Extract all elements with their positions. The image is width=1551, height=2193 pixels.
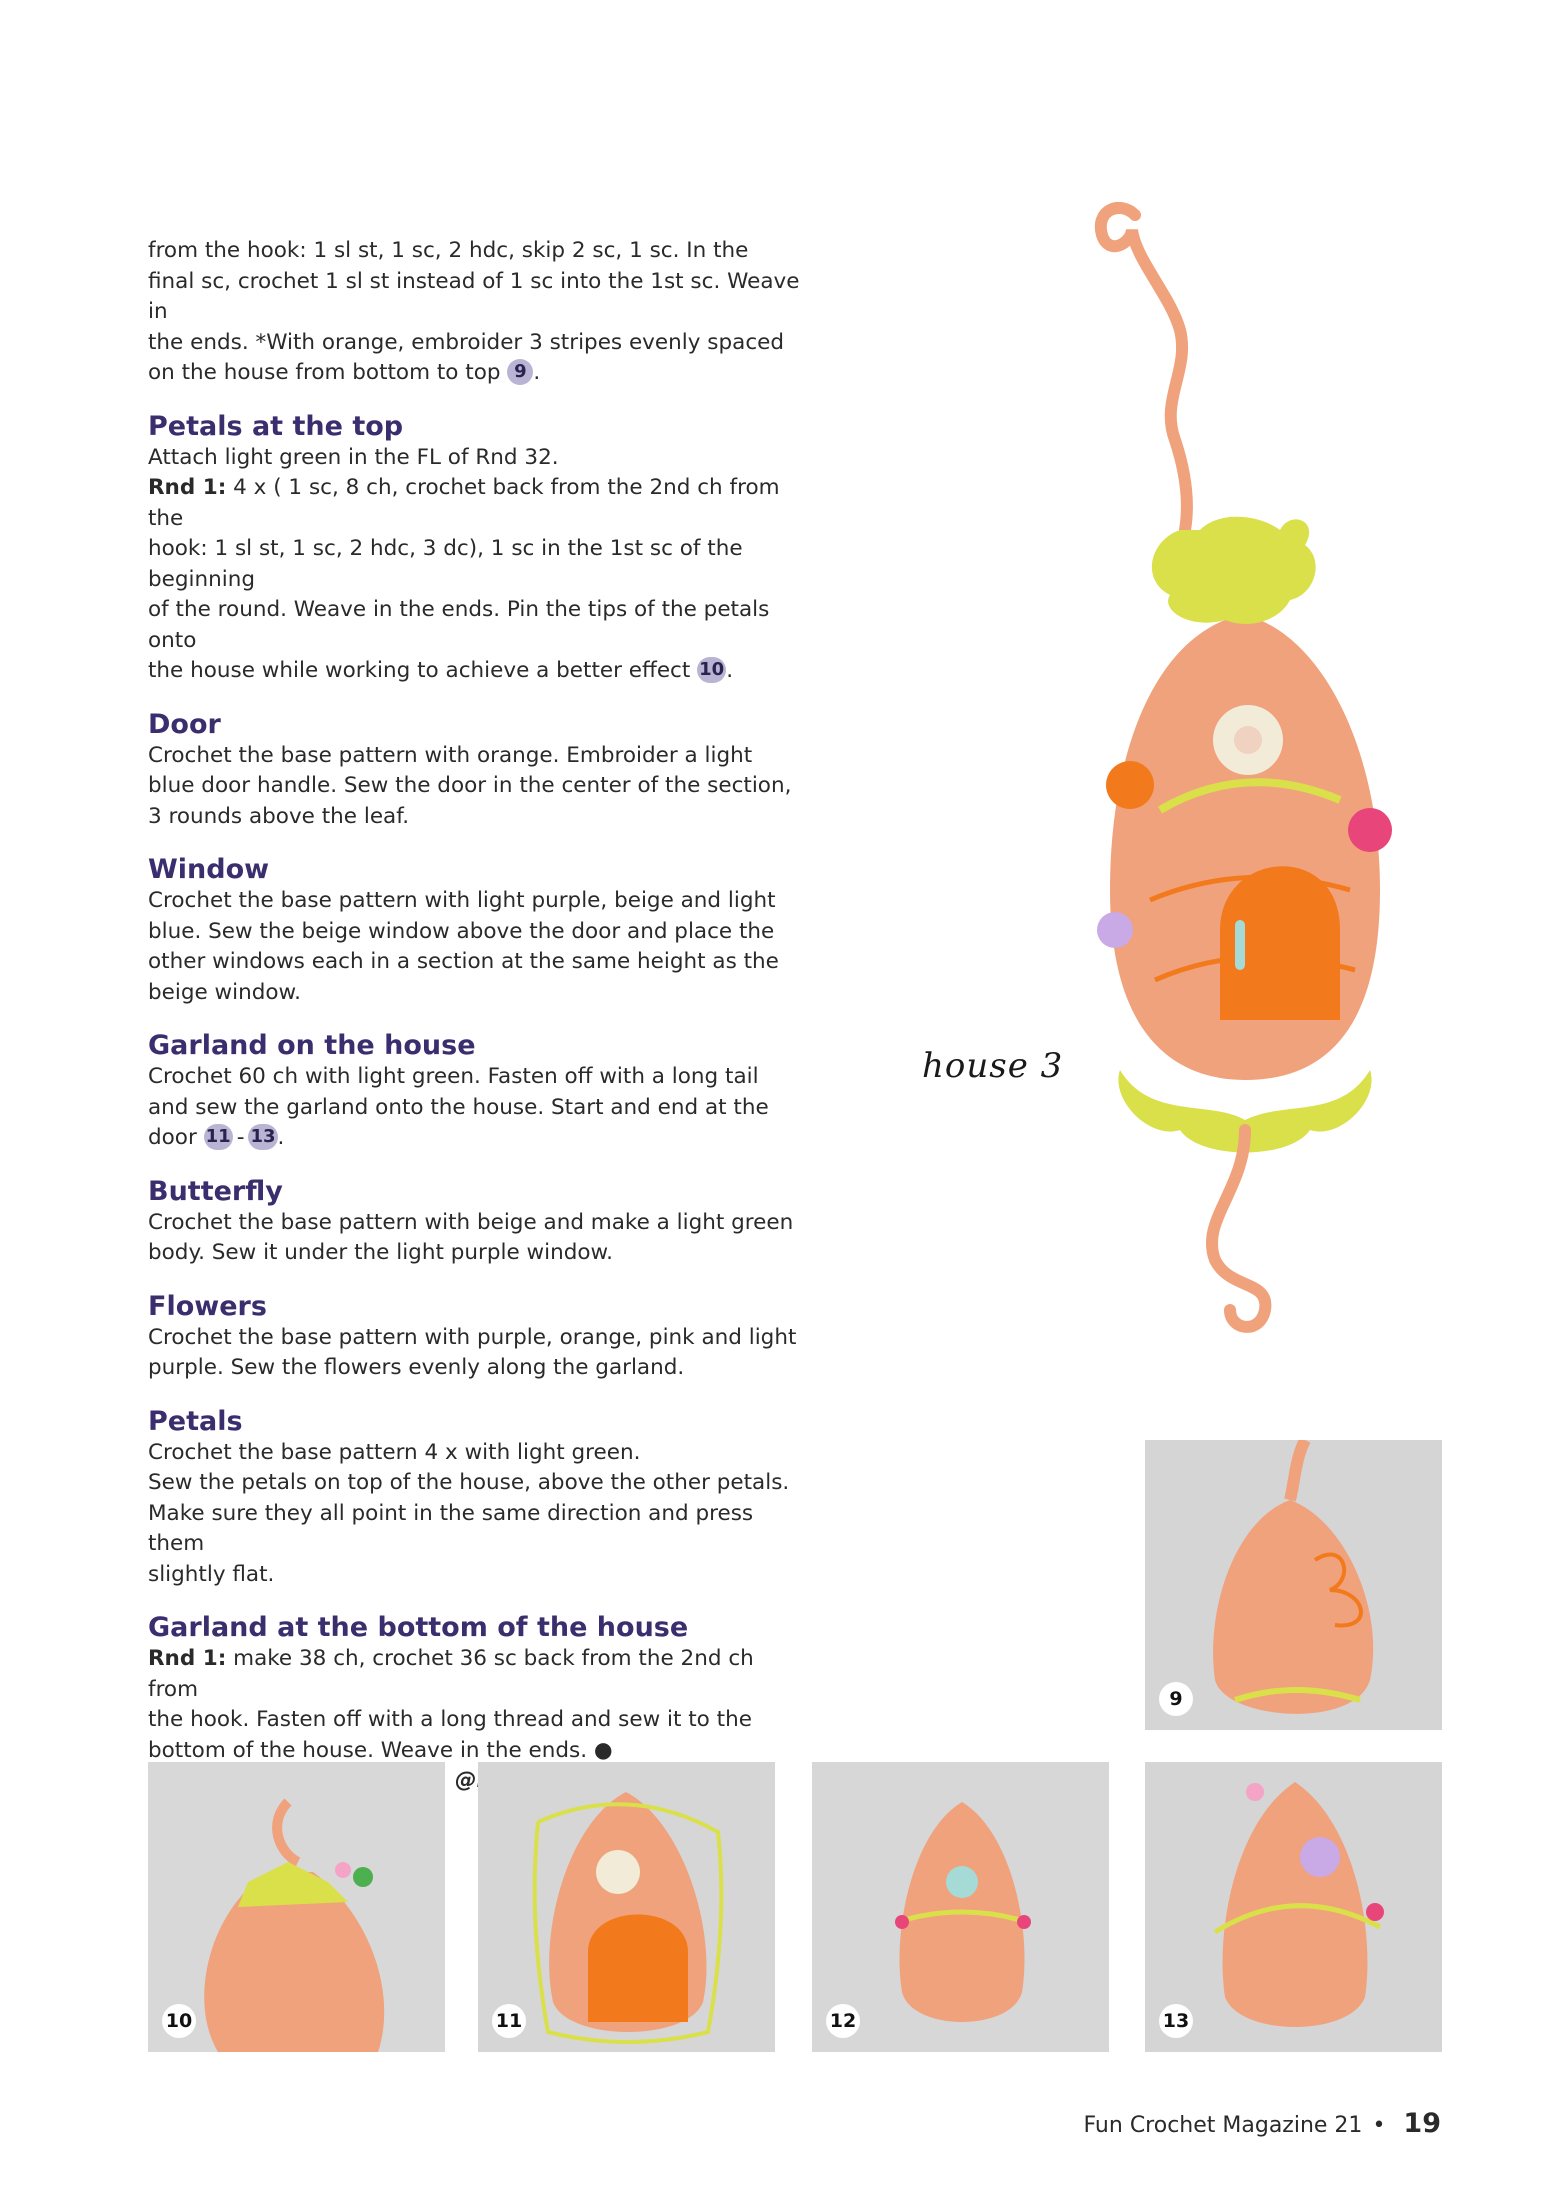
section-line: Sew the petals on top of the house, above the other petals. [148, 1470, 790, 1495]
page-footer [1083, 2108, 1441, 2139]
step-number-badge: 10 [162, 2004, 196, 2038]
step-photo-12 [812, 1762, 1109, 2052]
step-photo-11 [478, 1762, 775, 2052]
page-number: 19 [1403, 2108, 1441, 2139]
section-title: Butterfly [148, 1175, 283, 1207]
section-line: of the round. Weave in the ends. Pin the tips of the petals onto [148, 597, 770, 653]
intro-line: on the house from bottom to top 9 . [148, 360, 541, 385]
magazine-title: Fun Crochet Magazine 21 [1083, 2113, 1363, 2138]
section-line: Crochet the base pattern with beige and make a light green [148, 1209, 794, 1235]
footer-bullet: • [1372, 2113, 1386, 2138]
section-line: blue door handle. Sew the door in the center of the section, [148, 773, 792, 798]
section-line: the house while working to achieve a better effect 10. [148, 658, 734, 683]
section-line: hook: 1 sl st, 1 sc, 2 hdc, 3 dc), 1 sc in the 1st sc of the beginning [148, 536, 743, 592]
section-line: Crochet 60 ch with light green. Fasten off with a long tail [148, 1064, 759, 1089]
intro-last-text: on the house from bottom to top [148, 360, 501, 385]
section-window [148, 854, 808, 1008]
photo-caption: house 3 [922, 1046, 1064, 1086]
section-line: Make sure they all point in the same direction and press them [148, 1500, 754, 1556]
section-line: blue. Sew the beige window above the door and place the [148, 918, 775, 944]
section-title: Petals at the top [148, 410, 404, 442]
step-photo-9-image [1145, 1440, 1442, 1730]
step-number-badge: 12 [826, 2004, 860, 2038]
section-petals-top [148, 411, 808, 687]
section-line: body. Sew it under the light purple window. [148, 1240, 613, 1265]
intro-paragraph [148, 236, 808, 389]
step-photo-10-image [148, 1762, 445, 2052]
section-last-text: door [148, 1125, 197, 1150]
step-number-badge: 9 [1159, 1682, 1193, 1716]
section-line: Attach light green in the FL of Rnd 32. [148, 444, 559, 470]
section-last-text: the house while working to achieve a better effect [148, 658, 691, 683]
section-line: Crochet the base pattern with orange. Embroider a light [148, 742, 753, 768]
section-butterfly [148, 1176, 808, 1269]
section-line [148, 1644, 808, 1705]
section-line: Crochet the base pattern with light purple, beige and light [148, 888, 776, 913]
step-number-badge: 11 [492, 2004, 526, 2038]
section-line: purple. Sew the flowers evenly along the garland. [148, 1355, 685, 1380]
section-line: beige window. [148, 979, 301, 1005]
step-number-badge: 13 [1159, 2004, 1193, 2038]
section-garland-house [148, 1030, 808, 1154]
section-line: door 11 - 13. [148, 1125, 285, 1150]
section-title: Window [148, 854, 270, 885]
ref-separator: - [236, 1125, 245, 1150]
intro-line: final sc, crochet 1 sl st instead of 1 sc into the 1st sc. Weave in [148, 268, 800, 324]
intro-line: the ends. *With orange, embroider 3 stripes evenly spaced [148, 329, 785, 355]
section-line: the hook. Fasten off with a long thread and sew it to the [148, 1707, 752, 1732]
section-line: slightly flat. [148, 1561, 275, 1587]
step-photo-11-image [478, 1762, 775, 2052]
round-label: Rnd 1: [148, 475, 227, 500]
section-door [148, 709, 808, 833]
step-ref-badge: 13 [248, 1124, 277, 1150]
section-title: Garland at the bottom of the house [148, 1612, 689, 1643]
step-photo-12-image [812, 1762, 1109, 2052]
section-line: 3 rounds above the leaf. [148, 803, 410, 829]
house-photo [1040, 200, 1440, 1360]
instructions-column [148, 236, 808, 1797]
step-ref-badge: 11 [204, 1124, 233, 1150]
section-title: Garland on the house [148, 1030, 476, 1061]
round-label: Rnd 1: [148, 1646, 227, 1671]
round-text: 4 x ( 1 sc, 8 ch, crochet back from the 2nd ch from the [148, 475, 780, 531]
step-photo-13-image [1145, 1762, 1442, 2052]
step-ref-badge: 9 [507, 359, 533, 385]
step-ref-badge: 10 [697, 657, 726, 683]
section-flowers [148, 1291, 808, 1384]
section-line: Crochet the base pattern 4 x with light green. [148, 1439, 641, 1465]
step-photo-10 [148, 1762, 445, 2052]
section-line: Crochet the base pattern with purple, orange, pink and light [148, 1324, 797, 1350]
section-line: and sew the garland onto the house. Start and end at the [148, 1094, 769, 1120]
section-line [148, 473, 808, 534]
intro-line: from the hook: 1 sl st, 1 sc, 2 hdc, skip 2 sc, 1 sc. In the [148, 238, 749, 263]
section-title: Door [148, 708, 221, 740]
section-title: Flowers [148, 1290, 267, 1322]
section-title: Petals [148, 1405, 243, 1437]
round-text: make 38 ch, crochet 36 sc back from the 2nd ch from [148, 1646, 754, 1702]
section-line: bottom of the house. Weave in the ends. ● [148, 1737, 613, 1763]
section-line: other windows each in a section at the same height as the [148, 949, 779, 974]
section-petals [148, 1406, 808, 1591]
step-photo-9 [1145, 1440, 1442, 1730]
step-photo-13 [1145, 1762, 1442, 2052]
